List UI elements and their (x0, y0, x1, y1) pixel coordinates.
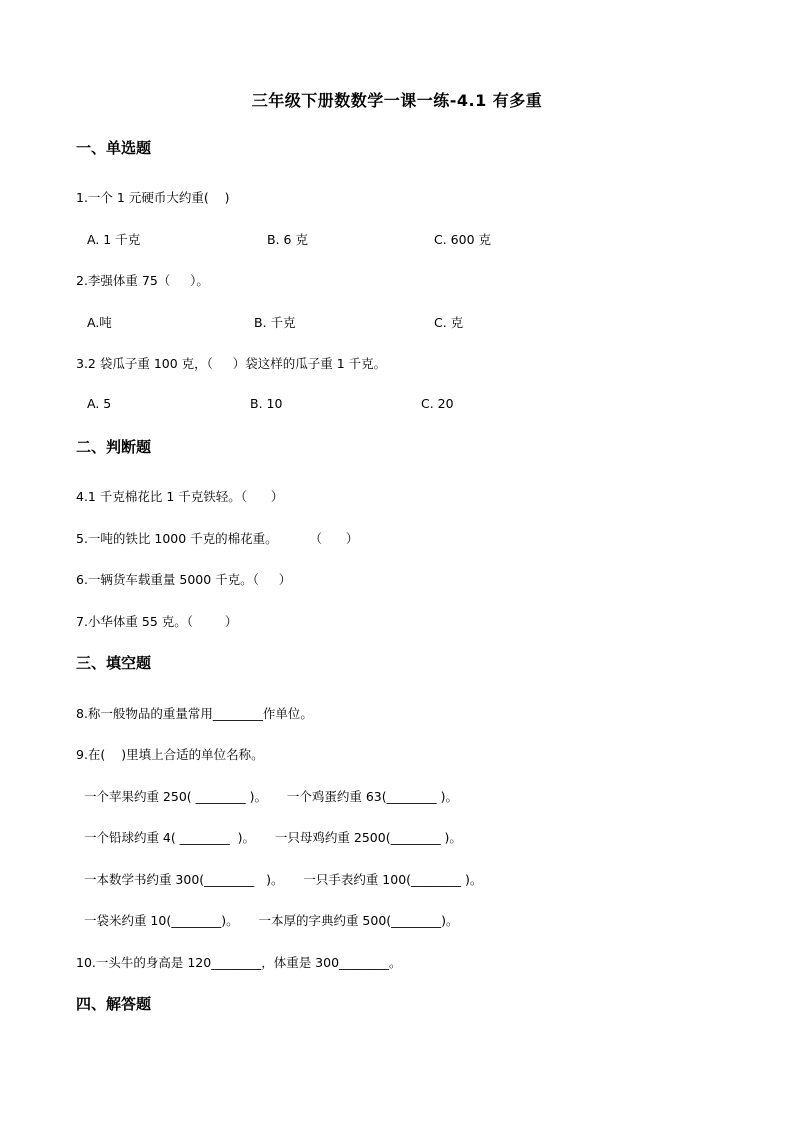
question-6: 6.一辆货车载重量 5000 千克。（ ） (76, 572, 292, 587)
question-3-option-a: A. 5 (87, 396, 112, 411)
question-3-option-b: B. 10 (250, 396, 283, 411)
question-3-option-c: C. 20 (421, 396, 454, 411)
question-2-option-a: A.吨 (87, 315, 112, 330)
question-8: 8.称一般物品的重量常用________作单位。 (76, 706, 313, 721)
section-heading-single-choice: 一、单选题 (76, 139, 152, 157)
question-2-option-c: C. 克 (434, 315, 464, 330)
section-heading-word-problems: 四、解答题 (76, 995, 152, 1013)
question-1-option-b: B. 6 克 (267, 232, 308, 247)
question-9-row: 一个苹果约重 250( ________ )。 一个鸡蛋约重 63(________ )。 (76, 789, 458, 804)
question-9-row: 一本数学书约重 300(________ )。 一只手表约重 100(________ )。 (76, 872, 483, 887)
page-title: 三年级下册数数学一课一练-4.1 有多重 (251, 91, 543, 110)
question-3-stem: 3.2 袋瓜子重 100 克，（ ）袋这样的瓜子重 1 千克。 (76, 356, 387, 371)
question-1-option-a: A. 1 千克 (87, 232, 141, 247)
section-heading-true-false: 二、判断题 (76, 438, 152, 456)
question-7: 7.小华体重 55 克。（ ） (76, 614, 238, 629)
question-10: 10.一头牛的身高是 120________，体重是 300________。 (76, 955, 402, 970)
question-2-stem: 2.李强体重 75（ ）。 (76, 273, 209, 288)
section-heading-fill-in: 三、填空题 (76, 654, 152, 672)
question-1-option-c: C. 600 克 (434, 232, 492, 247)
question-1-stem: 1.一个 1 元硬币大约重( ) (76, 190, 230, 205)
question-5: 5.一吨的铁比 1000 千克的棉花重。 （ ） (76, 531, 359, 546)
question-9-row: 一个铅球约重 4( ________ )。 一只母鸡约重 2500(________ )。 (76, 830, 462, 845)
question-4: 4.1 千克棉花比 1 千克铁轻。（ ） (76, 489, 284, 504)
question-9-stem: 9.在( )里填上合适的单位名称。 (76, 747, 264, 762)
question-2-option-b: B. 千克 (254, 315, 296, 330)
question-9-row: 一袋米约重 10(________)。 一本厚的字典约重 500(________)。 (76, 913, 459, 928)
